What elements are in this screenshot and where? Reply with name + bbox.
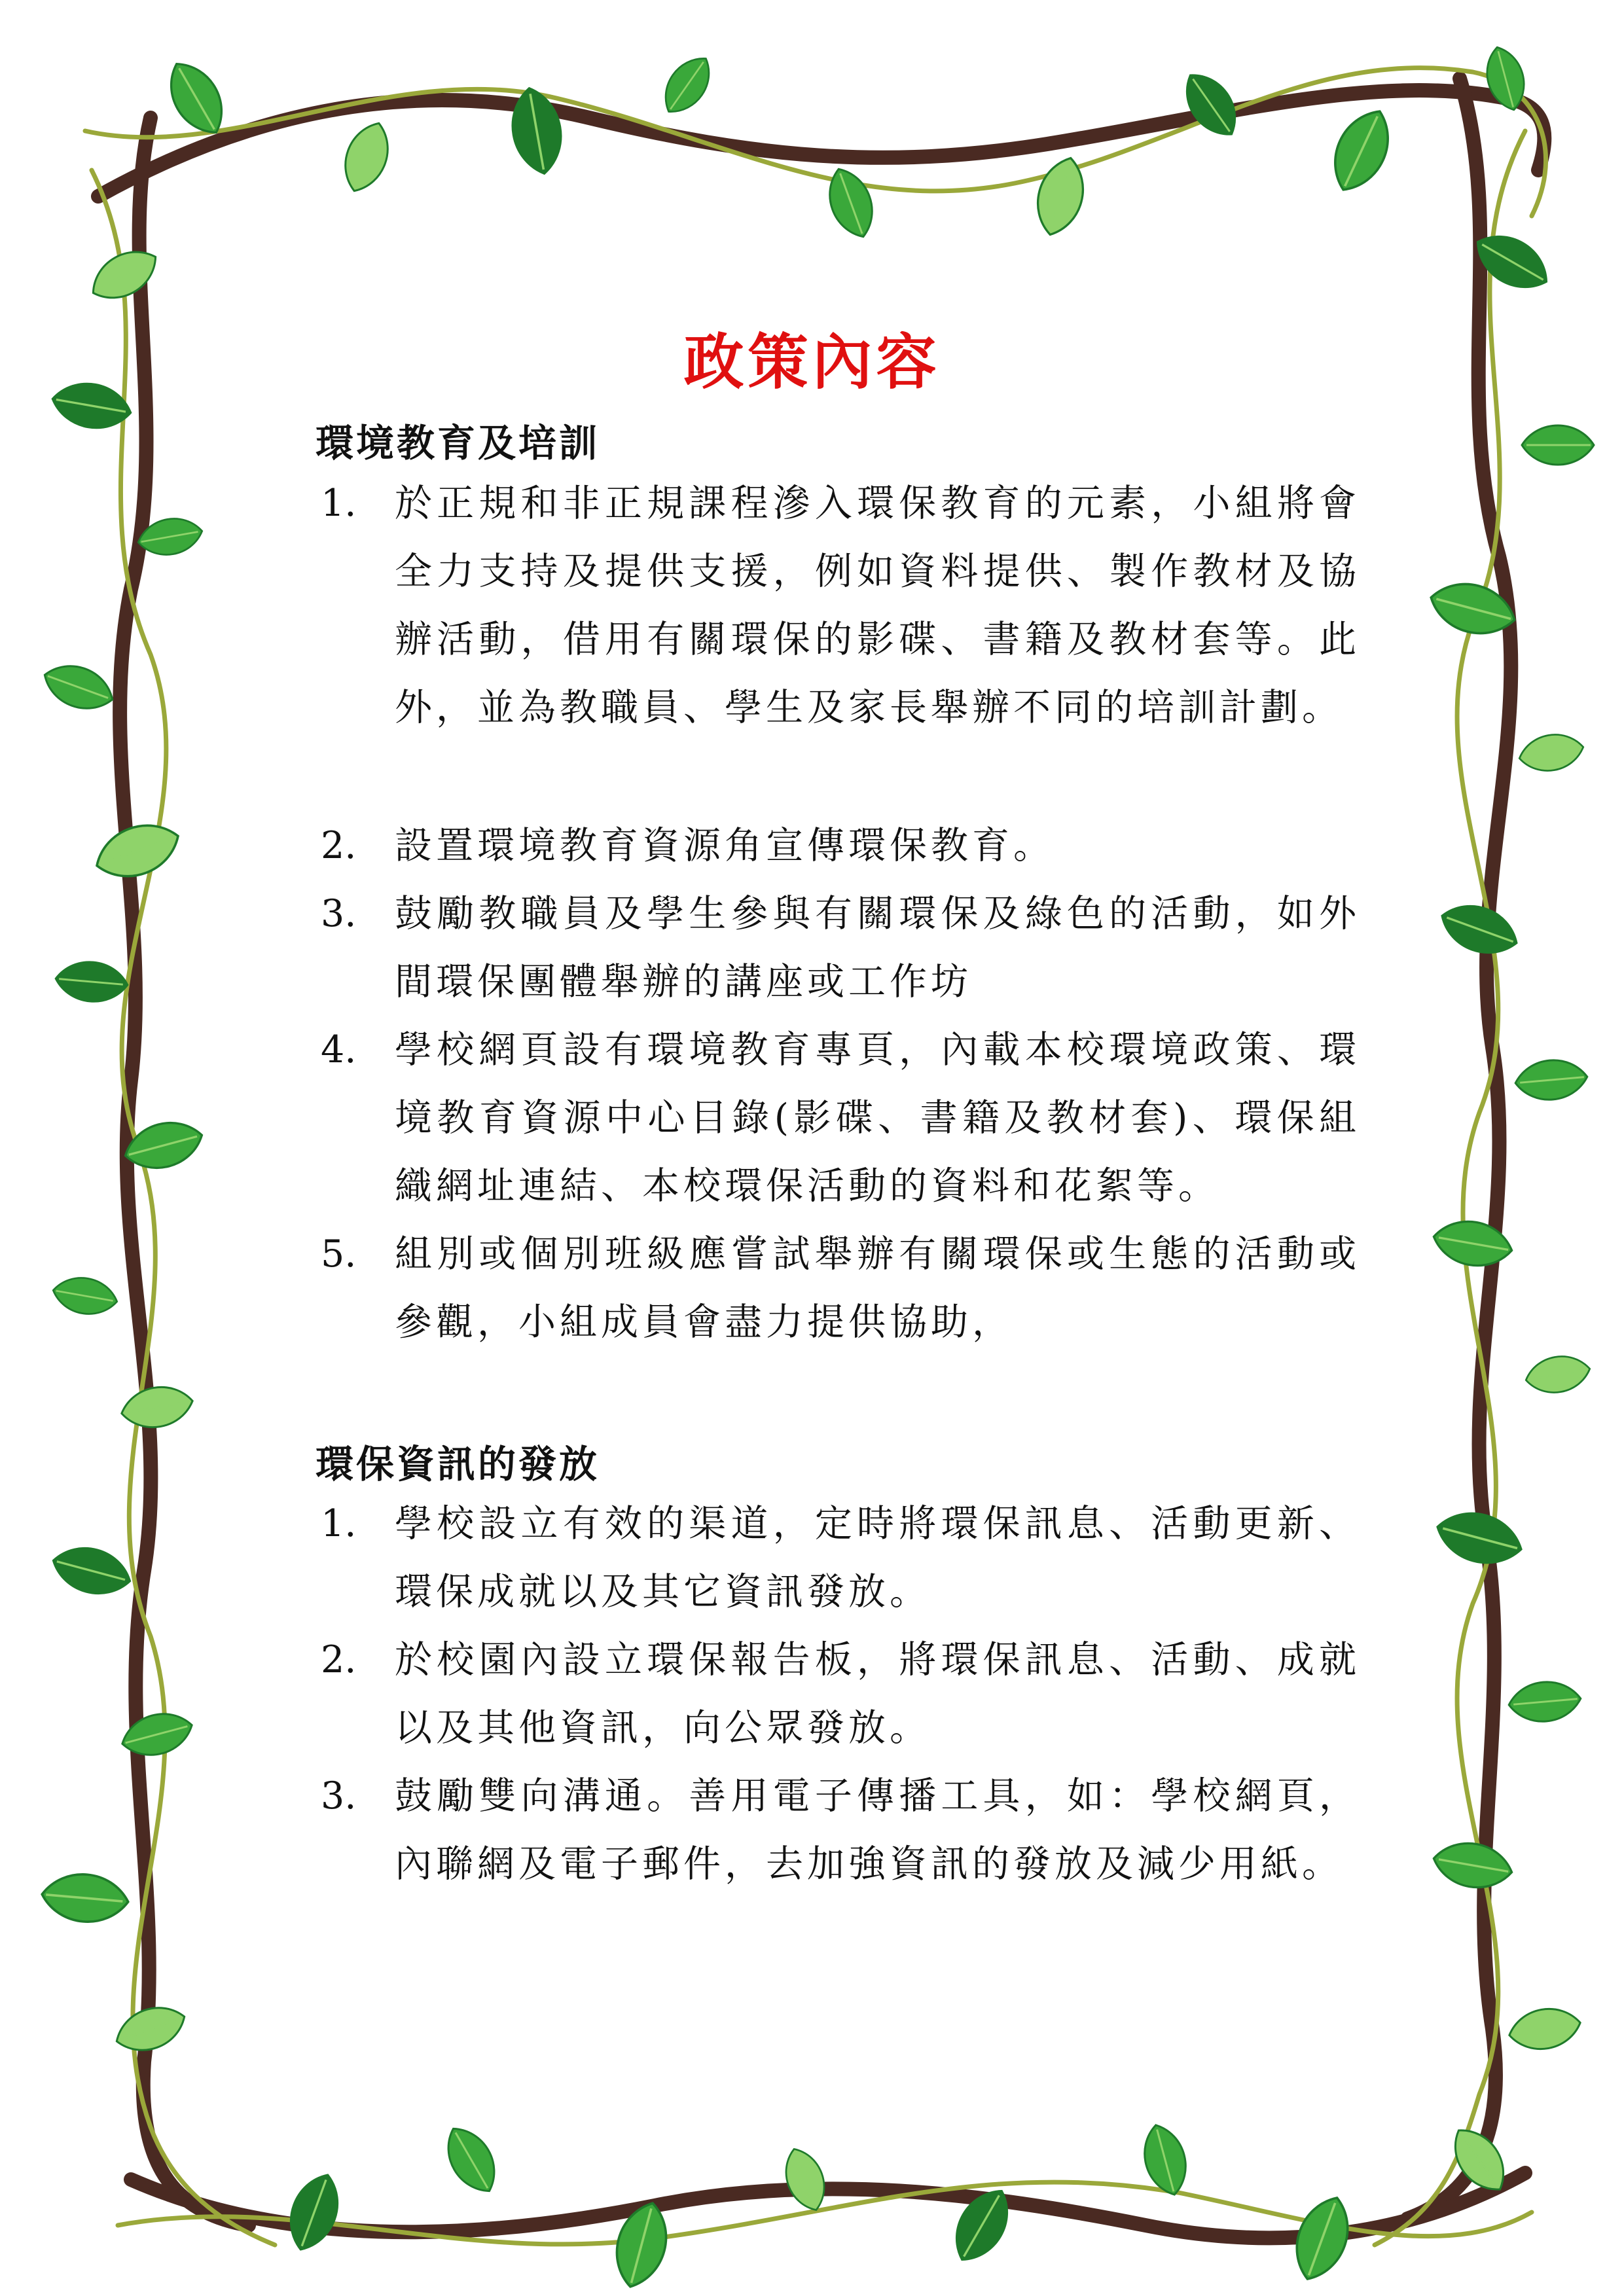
list-item-number: 5. bbox=[321, 1232, 357, 1276]
list-item-text: 鼓勵雙向溝通。善用電子傳播工具，如：學校網頁，內聯網及電子郵件，去加強資訊的發放及減少用紙。 bbox=[395, 1774, 1360, 1886]
list-item-text: 於校園內設立環保報告板，將環保訊息、活動、成就以及其他資訊，向公眾發放。 bbox=[395, 1638, 1360, 1749]
list-item-text: 學校網頁設有環境教育專頁，內載本校環境政策、環境教育資源中心目錄(影碟、書籍及教材套)、環保組織網址連結、本校環保活動的資料和花絮等。 bbox=[395, 1028, 1360, 1208]
list-item-text: 於正規和非正規課程滲入環保教育的元素，小組將會全力支持及提供支援，例如資料提供、製作教材及協辦活動，借用有關環保的影碟、書籍及教材套等。此外，並為教職員、學生及家長舉辦不同的培訓計劃。 bbox=[395, 482, 1360, 729]
list-item-text: 組別或個別班級應嘗試舉辦有關環保或生態的活動或參觀，小組成員會盡力提供協助， bbox=[395, 1232, 1360, 1344]
section-heading-information: 環保資訊的發放 bbox=[316, 1442, 600, 1486]
list-item-number: 2. bbox=[321, 1638, 357, 1681]
list-item-number: 4. bbox=[321, 1028, 357, 1071]
list-item-number: 1. bbox=[321, 1502, 357, 1545]
list-item-number: 1. bbox=[321, 482, 357, 525]
list-item-text: 設置環境教育資源角宣傳環保教育。 bbox=[395, 824, 1055, 867]
page-title: 政策內容 bbox=[683, 327, 941, 397]
list-item-number: 2. bbox=[321, 824, 357, 867]
list-item-text: 鼓勵教職員及學生參與有關環保及綠色的活動，如外間環保團體舉辦的講座或工作坊 bbox=[395, 892, 1360, 1003]
list-item-number: 3. bbox=[321, 1774, 357, 1818]
list-item-text: 學校設立有效的渠道，定時將環保訊息、活動更新、環保成就以及其它資訊發放。 bbox=[395, 1502, 1360, 1613]
section-heading-education: 環境教育及培訓 bbox=[316, 421, 600, 465]
list-item-number: 3. bbox=[321, 892, 357, 935]
